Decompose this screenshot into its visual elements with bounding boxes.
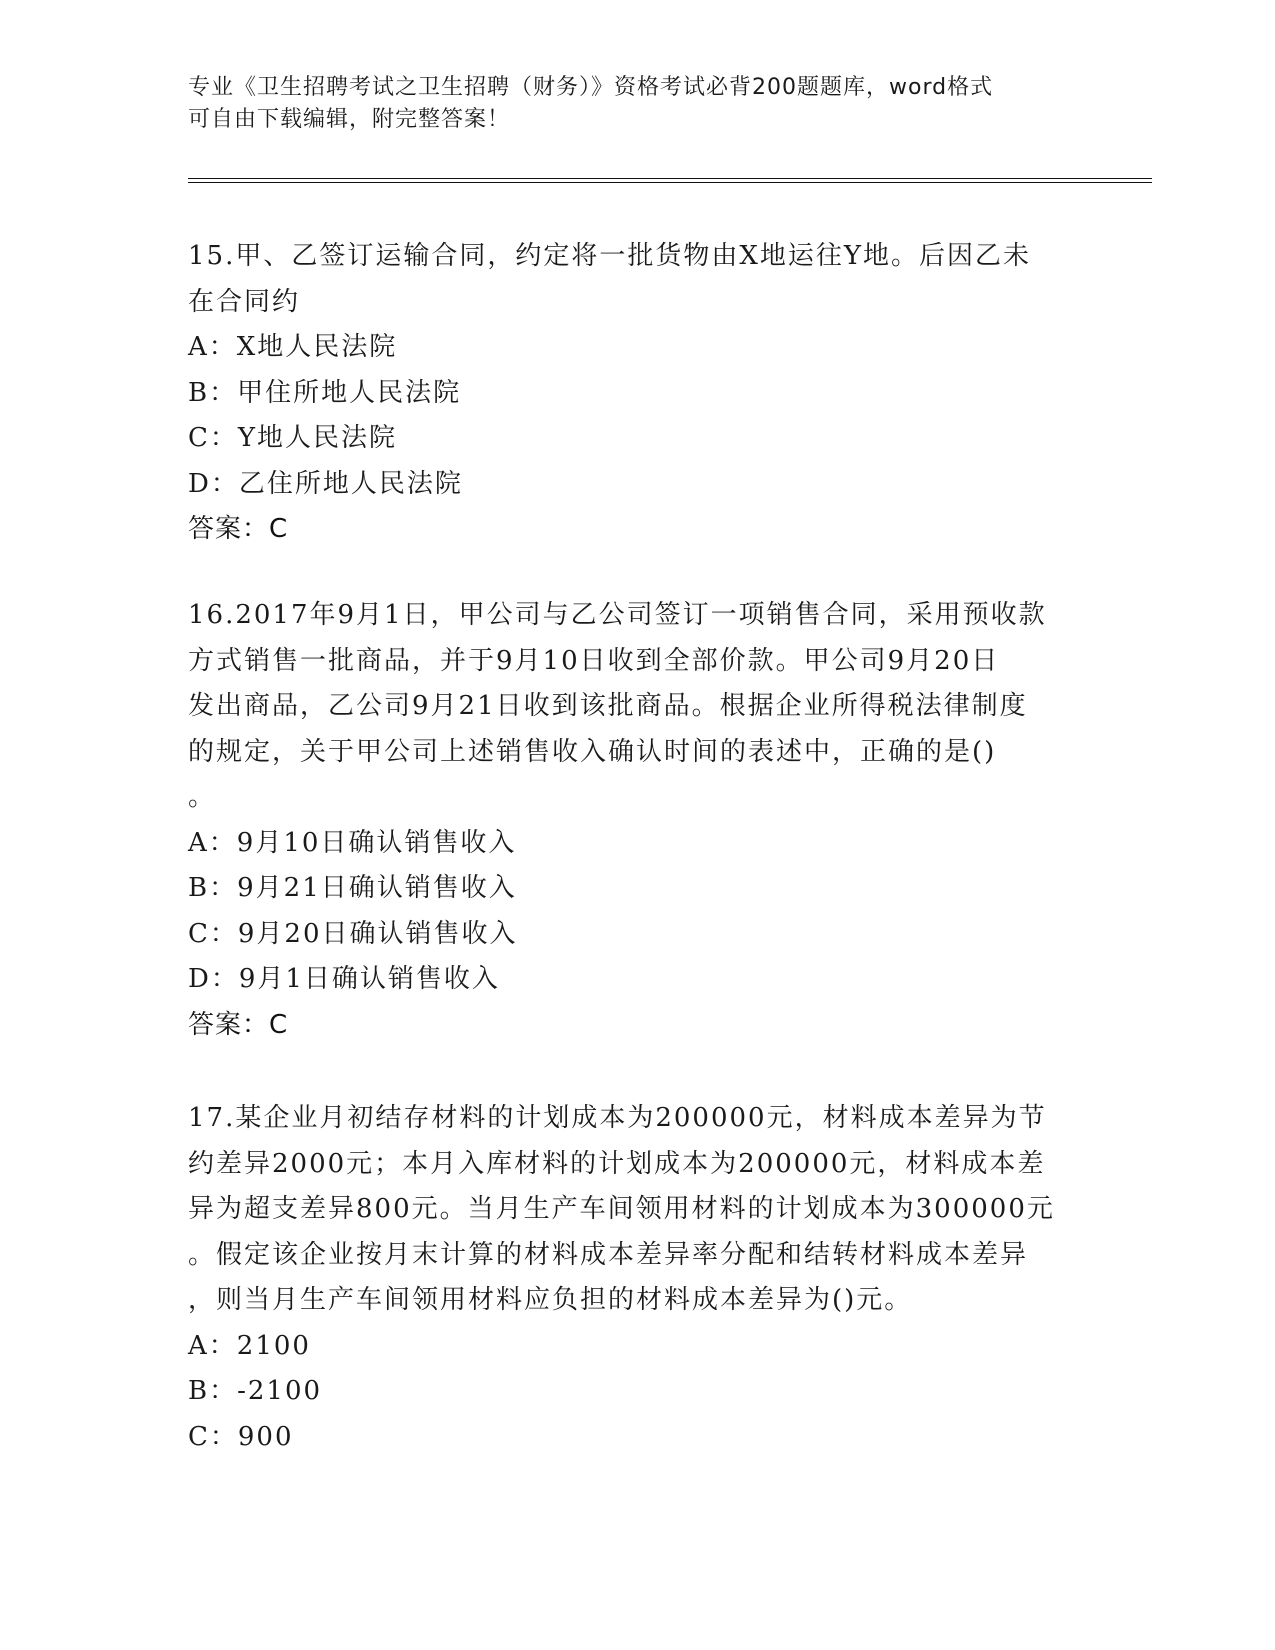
option-a: A：2100 — [188, 1330, 311, 1361]
answer-line: 答案：C — [188, 514, 289, 544]
question-stem-line: 约差异2000元；本月入库材料的计划成本为200000元，材料成本差 — [188, 1148, 1046, 1179]
question-stem-line: 15.甲、乙签订运输合同，约定将一批货物由X地运往Y地。后因乙未 — [188, 241, 1032, 271]
option-c: C：900 — [188, 1421, 294, 1452]
question-stem-line: 16.2017年9月1日，甲公司与乙公司签订一项销售合同，采用预收款 — [188, 600, 1047, 630]
header-line-2: 可自由下载编辑，附完整答案！ — [188, 107, 511, 132]
question-17 — [188, 1096, 1088, 1460]
question-stem-line: 。假定该企业按月末计算的材料成本差异率分配和结转材料成本差异 — [188, 1239, 1029, 1270]
option-d: D：乙住所地人民法院 — [188, 468, 463, 499]
option-b: B：甲住所地人民法院 — [188, 377, 462, 408]
option-c: C：Y地人民法院 — [188, 423, 398, 453]
question-stem-line: 异为超支差异800元。当月生产车间领用材料的计划成本为300000元 — [188, 1194, 1055, 1224]
option-d: D：9月1日确认销售收入 — [188, 964, 500, 994]
question-stem-line: 17.某企业月初结存材料的计划成本为200000元，材料成本差异为节 — [188, 1103, 1047, 1133]
option-a: A：X地人民法院 — [188, 332, 398, 362]
answer-line: 答案：C — [188, 1009, 289, 1040]
header-divider — [188, 178, 1152, 183]
question-15 — [188, 234, 1088, 553]
header-line-1: 专业《卫生招聘考试之卫生招聘（财务）》资格考试必背200题题库，word格式 — [188, 75, 994, 100]
question-stem-line: 发出商品，乙公司9月21日收到该批商品。根据企业所得税法律制度 — [188, 691, 1028, 721]
option-c: C：9月20日确认销售收入 — [188, 918, 518, 949]
question-stem-line: 的规定，关于甲公司上述销售收入确认时间的表述中，正确的是() — [188, 736, 997, 767]
question-stem-line: 在合同约 — [188, 286, 301, 317]
question-stem-line: ，则当月生产车间领用材料应负担的材料成本差异为()元。 — [188, 1285, 913, 1315]
option-b: B：-2100 — [188, 1376, 323, 1406]
question-16 — [188, 593, 1088, 1048]
option-b: B：9月21日确认销售收入 — [188, 873, 517, 903]
document-header — [188, 72, 1068, 136]
option-a: A：9月10日确认销售收入 — [188, 827, 517, 858]
question-stem-line: 。 — [188, 782, 217, 812]
question-stem-line: 方式销售一批商品，并于9月10日收到全部价款。甲公司9月20日 — [188, 645, 1000, 676]
